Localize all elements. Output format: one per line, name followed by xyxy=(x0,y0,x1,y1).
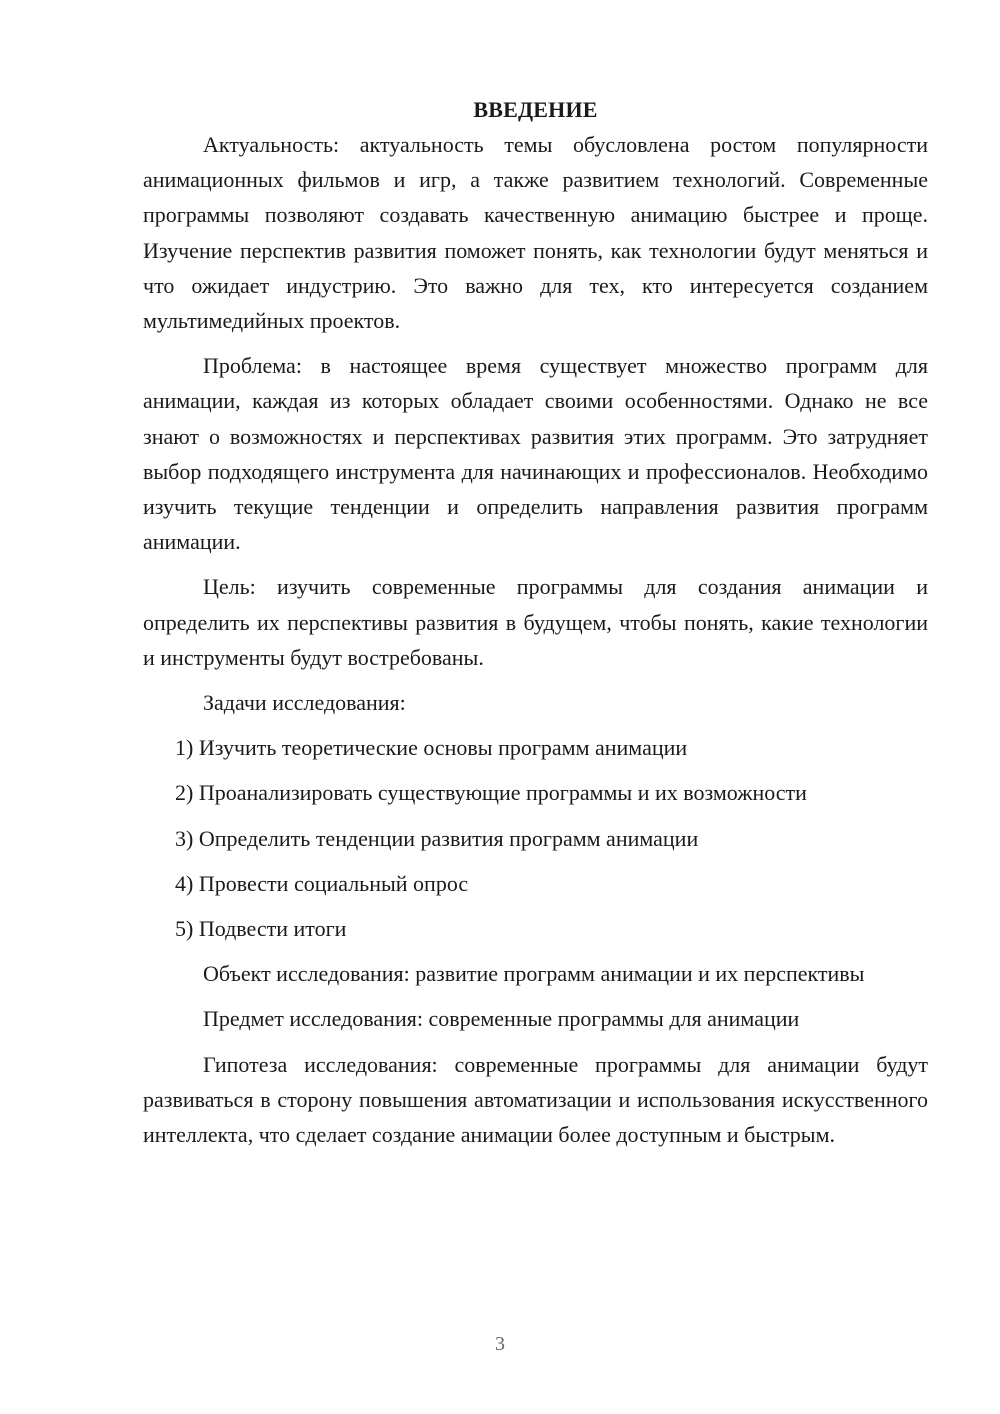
list-item: 5) Подвести итоги xyxy=(175,916,347,942)
problem-paragraph: Проблема: в настоящее время существует множество программ для анимации, каждая из которых обладает своими особенностями. Однако не все знают о возможностях и перспективах развития этих программ. Это затрудняет выбор подходящего инструмента для начинающих и профессионалов. Необходимо изучить текущие тенденции и определить направления развития программ анимации. xyxy=(143,353,928,555)
page-number: 3 xyxy=(495,1333,505,1355)
list-item: 4) Провести социальный опрос xyxy=(175,870,469,896)
tasks-list xyxy=(143,730,928,946)
page-title: ВВЕДЕНИЕ xyxy=(473,97,598,122)
list-item: 2) Проанализировать существующие программы и их возможности xyxy=(175,780,807,806)
object-paragraph: Объект исследования: развитие программ анимации и их перспективы xyxy=(203,961,865,987)
goal-paragraph: Цель: изучить современные программы для создания анимации и определить их перспективы развития в будущем, чтобы понять, какие технологии и инструменты будут востребованы. xyxy=(143,574,928,670)
tasks-heading: Задачи исследования: xyxy=(203,690,406,716)
list-item: 3) Определить тенденции развития программ анимации xyxy=(175,825,699,851)
hypothesis-paragraph: Гипотеза исследования: современные программы для анимации будут развиваться в сторону повышения автоматизации и использования искусственного интеллекта, что сделает создание анимации более доступным и быстрым. xyxy=(143,1051,928,1148)
document-page xyxy=(143,95,928,1162)
relevance-paragraph: Актуальность: актуальность темы обусловлена ростом популярности анимационных фильмов и игр, а также развитием технологий. Современные программы позволяют создавать качественную анимацию быстрее и проще. Изучение перспектив развития поможет понять, как технологии будут меняться и что ожидает индустрию. Это важно для тех, кто интересуется созданием мультимедийных проектов. xyxy=(143,132,928,334)
subject-paragraph: Предмет исследования: современные программы для анимации xyxy=(203,1006,800,1032)
list-item: 1) Изучить теоретические основы программ анимации xyxy=(175,735,688,761)
